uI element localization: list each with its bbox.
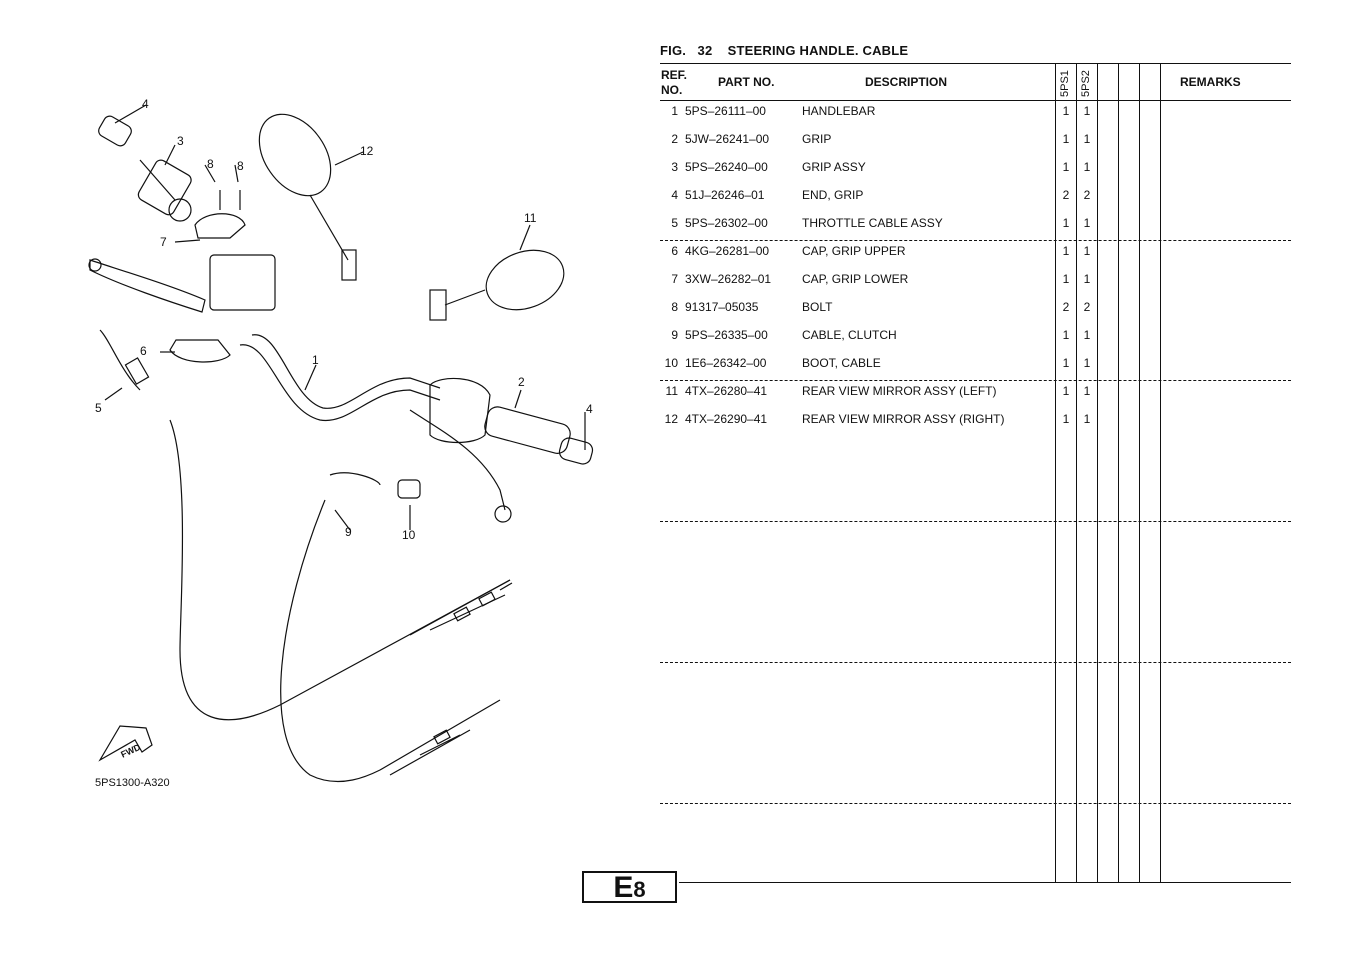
header-ref: REF. (661, 68, 688, 82)
header-no: NO. (661, 83, 683, 97)
callout-11: 11 (524, 211, 537, 225)
qty-model-2: 1 (1083, 132, 1091, 146)
description: BOOT, CABLE (802, 356, 881, 370)
qty-model-2: 1 (1083, 384, 1091, 398)
part-no: 3XW–26282–01 (685, 272, 772, 286)
part-no: 5PS–26302–00 (685, 216, 768, 230)
part-no: 5JW–26241–00 (685, 132, 770, 146)
header-model-1: 5PS1 (1059, 70, 1071, 97)
description: REAR VIEW MIRROR ASSY (RIGHT) (802, 412, 1005, 426)
group-separator (660, 521, 1291, 522)
qty-model-1: 2 (1062, 188, 1070, 202)
table-row (660, 188, 1291, 216)
description: CABLE, CLUTCH (802, 328, 897, 342)
qty-model-2: 1 (1083, 160, 1091, 174)
header-part-no: PART NO. (718, 75, 775, 89)
callout-3: 3 (177, 134, 184, 148)
group-separator (660, 662, 1291, 663)
part-no: 5PS–26335–00 (685, 328, 768, 342)
table-row (660, 328, 1291, 356)
description: END, GRIP (802, 188, 864, 202)
figure-number: 32 (697, 43, 713, 58)
ref-no: 3 (671, 160, 678, 174)
callout-9: 9 (345, 525, 352, 539)
table-row (660, 384, 1291, 412)
ref-no: 1 (671, 104, 678, 118)
ref-no: 8 (671, 300, 678, 314)
bottom-rule (679, 882, 1291, 883)
group-separator (660, 803, 1291, 804)
ref-no: 2 (671, 132, 678, 146)
qty-model-1: 2 (1062, 300, 1070, 314)
table-top-rule (660, 63, 1291, 64)
diagram-code: 5PS1300-A320 (95, 777, 170, 789)
qty-model-2: 1 (1083, 104, 1091, 118)
callout-8b: 8 (237, 159, 244, 173)
callout-7: 7 (160, 235, 167, 249)
page-marker (582, 871, 677, 903)
header-model-2: 5PS2 (1080, 70, 1092, 97)
clutch-cable-line-2 (281, 500, 500, 781)
fwd-label: FWD (119, 741, 143, 760)
description: REAR VIEW MIRROR ASSY (LEFT) (802, 384, 997, 398)
parts-table (660, 63, 1291, 883)
ref-no: 10 (664, 356, 678, 370)
page-marker-letter: E (613, 871, 634, 904)
part-no: 51J–26246–01 (685, 188, 765, 202)
qty-model-2: 2 (1083, 300, 1091, 314)
qty-model-1: 1 (1062, 272, 1070, 286)
description: GRIP ASSY (802, 160, 866, 174)
exploded-parts-diagram (80, 90, 620, 800)
description: GRIP (802, 132, 832, 146)
table-row (660, 160, 1291, 188)
description: CAP, GRIP UPPER (802, 244, 906, 258)
ref-no: 5 (671, 216, 678, 230)
ref-no: 11 (665, 384, 678, 398)
table-row (660, 104, 1291, 132)
qty-model-2: 1 (1083, 328, 1091, 342)
group-separator (660, 240, 1291, 241)
table-row (660, 300, 1291, 328)
qty-model-1: 1 (1062, 384, 1070, 398)
part-no: 91317–05035 (685, 300, 759, 314)
callout-4-right: 4 (586, 402, 593, 416)
qty-model-1: 1 (1062, 328, 1070, 342)
table-row (660, 132, 1291, 160)
callout-12: 12 (360, 144, 374, 158)
header-description: DESCRIPTION (865, 75, 948, 89)
qty-model-1: 1 (1062, 356, 1070, 370)
ref-no: 12 (664, 412, 678, 426)
part-no: 4TX–26280–41 (685, 384, 768, 398)
qty-model-2: 1 (1083, 216, 1091, 230)
callout-2: 2 (518, 375, 525, 389)
description: HANDLEBAR (802, 104, 876, 118)
qty-model-1: 1 (1062, 104, 1070, 118)
header-remarks: REMARKS (1180, 75, 1241, 89)
ref-no: 4 (671, 188, 678, 202)
qty-model-1: 1 (1062, 216, 1070, 230)
ref-no: 6 (671, 244, 678, 258)
figure-name: STEERING HANDLE. CABLE (727, 43, 909, 58)
qty-model-2: 2 (1083, 188, 1091, 202)
qty-model-2: 1 (1083, 356, 1091, 370)
header-bottom-rule (660, 100, 1291, 101)
qty-model-2: 1 (1083, 272, 1091, 286)
part-no: 4TX–26290–41 (685, 412, 768, 426)
part-no: 1E6–26342–00 (685, 356, 767, 370)
description: THROTTLE CABLE ASSY (802, 216, 943, 230)
part-no: 5PS–26111–00 (685, 104, 766, 118)
callout-1: 1 (312, 353, 319, 367)
ref-no: 9 (671, 328, 678, 342)
callout-5: 5 (95, 401, 102, 415)
callout-10: 10 (402, 528, 416, 542)
group-separator (660, 380, 1291, 381)
figure-prefix: FIG. (660, 43, 687, 58)
callout-6: 6 (140, 344, 147, 358)
page-marker-number: 8 (633, 877, 646, 902)
table-row (660, 244, 1291, 272)
description: CAP, GRIP LOWER (802, 272, 909, 286)
table-row (660, 412, 1291, 440)
ref-no: 7 (671, 272, 678, 286)
qty-model-1: 1 (1062, 244, 1070, 258)
diagram-svg (80, 90, 620, 800)
table-row (660, 272, 1291, 300)
clutch-cable-line (170, 420, 510, 720)
callout-4-left: 4 (142, 97, 149, 111)
figure-title (660, 43, 908, 58)
qty-model-1: 1 (1062, 412, 1070, 426)
description: BOLT (802, 300, 833, 314)
part-no: 5PS–26240–00 (685, 160, 768, 174)
qty-model-2: 1 (1083, 244, 1091, 258)
qty-model-1: 1 (1062, 132, 1070, 146)
callout-8a: 8 (207, 157, 214, 171)
part-no: 4KG–26281–00 (685, 244, 770, 258)
qty-model-2: 1 (1083, 412, 1091, 426)
qty-model-1: 1 (1062, 160, 1070, 174)
